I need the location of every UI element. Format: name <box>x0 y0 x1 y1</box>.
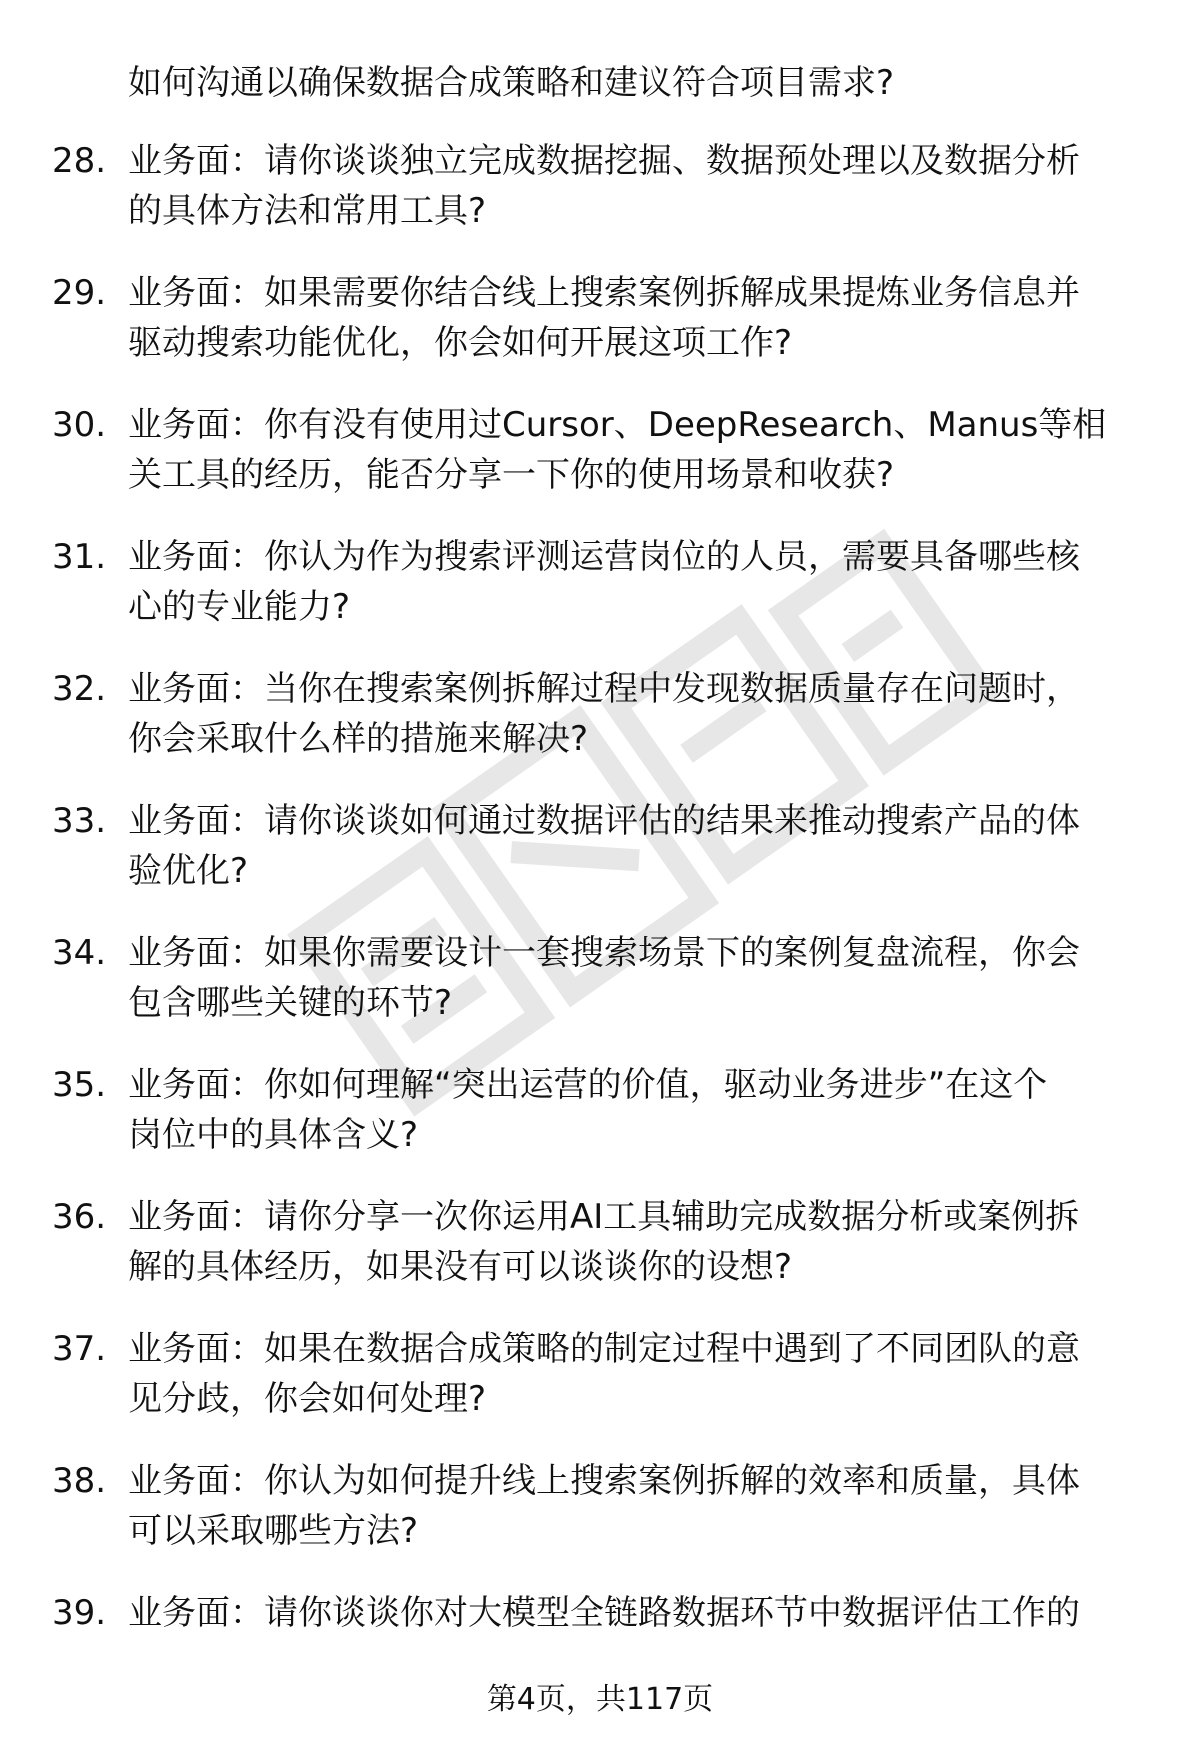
question-item <box>0 1192 1200 1324</box>
question-text-line: 验优化? <box>128 851 249 891</box>
question-number: 32. <box>52 669 107 709</box>
question-text-line: 业务面：请你谈谈独立完成数据挖掘、数据预处理以及数据分析 <box>128 141 1080 181</box>
question-text <box>128 1192 1138 1292</box>
question-item <box>0 1060 1200 1192</box>
question-item <box>0 664 1200 796</box>
question-item <box>0 532 1200 664</box>
question-item <box>0 1456 1200 1588</box>
question-item <box>0 136 1200 268</box>
question-text-line: 包含哪些关键的环节? <box>128 983 453 1023</box>
question-item <box>0 268 1200 400</box>
question-text-line: 解的具体经历，如果没有可以谈谈你的设想? <box>128 1247 793 1287</box>
question-text-line: 业务面：请你谈谈如何通过数据评估的结果来推动搜索产品的体 <box>128 801 1080 841</box>
question-text <box>128 1060 1138 1160</box>
question-text-line: 关工具的经历，能否分享一下你的使用场景和收获? <box>128 455 895 495</box>
question-text-line: 可以采取哪些方法? <box>128 1511 419 1551</box>
question-text-line: 业务面：如果需要你结合线上搜索案例拆解成果提炼业务信息并 <box>128 273 1080 313</box>
page-number-footer: 第4页，共117页 <box>486 1682 714 1717</box>
question-text-line: 岗位中的具体含义? <box>128 1115 419 1155</box>
question-text <box>128 796 1138 896</box>
question-text-line: 业务面：你认为如何提升线上搜索案例拆解的效率和质量，具体 <box>128 1461 1080 1501</box>
question-text <box>128 1324 1138 1424</box>
question-number: 36. <box>52 1197 107 1237</box>
question-text-line: 业务面：请你谈谈你对大模型全链路数据环节中数据评估工作的 <box>128 1593 1080 1633</box>
question-number: 38. <box>52 1461 107 1501</box>
question-text <box>128 664 1138 764</box>
question-text-line: 业务面：当你在搜索案例拆解过程中发现数据质量存在问题时， <box>128 669 1080 709</box>
question-text-line: 业务面：请你分享一次你运用AI工具辅助完成数据分析或案例拆 <box>128 1197 1080 1237</box>
question-text-line: 的具体方法和常用工具? <box>128 191 487 231</box>
question-text-line: 心的专业能力? <box>128 587 351 627</box>
question-item <box>0 796 1200 928</box>
question-text-line: 业务面：如果你需要设计一套搜索场景下的案例复盘流程，你会 <box>128 933 1080 973</box>
question-text <box>128 1588 1138 1638</box>
question-number: 28. <box>52 141 107 181</box>
question-text <box>128 1456 1138 1556</box>
question-number: 34. <box>52 933 107 973</box>
continued-question-line: 如何沟通以确保数据合成策略和建议符合项目需求? <box>128 63 895 103</box>
question-text-line: 业务面：如果在数据合成策略的制定过程中遇到了不同团队的意 <box>128 1329 1080 1369</box>
question-text <box>128 136 1138 236</box>
question-number: 39. <box>52 1593 107 1633</box>
question-text <box>128 268 1138 368</box>
question-text <box>128 532 1138 632</box>
question-text-line: 驱动搜索功能优化，你会如何开展这项工作? <box>128 323 793 363</box>
question-text-line: 你会采取什么样的措施来解决? <box>128 719 589 759</box>
question-item <box>0 928 1200 1060</box>
question-number: 37. <box>52 1329 107 1369</box>
question-item <box>0 400 1200 532</box>
question-number: 29. <box>52 273 107 313</box>
question-text-line: 业务面：你有没有使用过Cursor、DeepResearch、Manus等相 <box>128 405 1107 445</box>
question-number: 33. <box>52 801 107 841</box>
question-text-line: 见分歧，你会如何处理? <box>128 1379 487 1419</box>
question-list <box>0 136 1200 1720</box>
question-item <box>0 1324 1200 1456</box>
question-number: 35. <box>52 1065 107 1105</box>
question-text-line: 业务面：你如何理解“突出运营的价值，驱动业务进步”在这个 <box>128 1065 1048 1105</box>
question-number: 31. <box>52 537 107 577</box>
question-text <box>128 400 1138 500</box>
question-text <box>128 928 1138 1028</box>
question-number: 30. <box>52 405 107 445</box>
question-text-line: 业务面：你认为作为搜索评测运营岗位的人员，需要具备哪些核 <box>128 537 1080 577</box>
